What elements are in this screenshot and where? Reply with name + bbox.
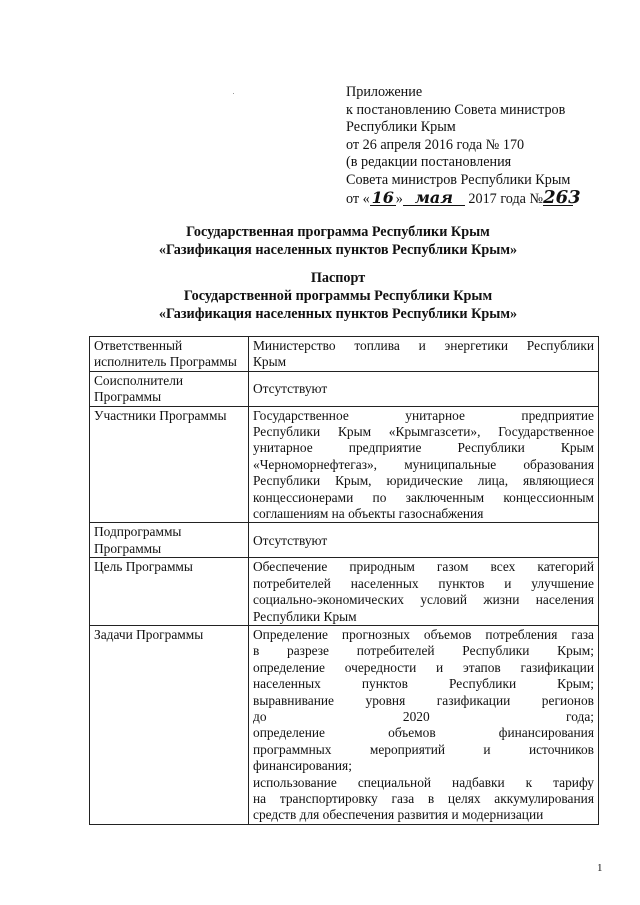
row-value <box>249 371 599 406</box>
page-number: 1 <box>597 862 603 874</box>
value-line: Отсутствуют <box>253 381 328 397</box>
row-value <box>249 406 599 523</box>
appendix-line: Приложение <box>346 84 423 100</box>
value-line: Республики Крым «Крымгазсети», Государственное <box>253 424 594 440</box>
appendix-line: (в редакции постановления <box>346 154 512 171</box>
value-line: населенных пунктов Республики Крым; <box>253 676 594 692</box>
value-line: Обеспечение природным газом всех категорий <box>253 559 594 575</box>
appendix-line: Совета министров Республики Крым <box>346 171 571 188</box>
value-line: использование специальной надбавки к тарифу <box>253 774 594 790</box>
value-line: унитарное предприятие Республики Крым <box>253 440 594 456</box>
value-line: определение очередности и этапов газификации <box>253 659 594 675</box>
value-line: в разрезе потребителей Республики Крым; <box>253 643 594 659</box>
row-label: Соисполнители Программы <box>90 371 249 406</box>
value-line: концессионерами по заключенным концессионным <box>253 489 594 505</box>
appendix-line: к постановлению Совета министров <box>346 101 566 118</box>
value-line: программных мероприятий и источников <box>253 741 594 757</box>
value-line: Отсутствуют <box>253 532 328 548</box>
program-title <box>0 224 640 260</box>
row-value <box>249 625 599 824</box>
table-row <box>90 523 599 558</box>
passport-title <box>0 270 640 323</box>
passport-title-line: Государственной программы Республики Крым <box>183 287 493 304</box>
scan-speck <box>233 93 234 94</box>
passport-title-line: Паспорт <box>310 270 366 286</box>
value-line: Государственное унитарное предприятие <box>253 407 594 423</box>
row-label: Задачи Программы <box>90 625 249 824</box>
value-line: выравнивание уровня газификации регионов <box>253 692 594 708</box>
row-label: Ответственный исполнитель Программы <box>90 337 249 372</box>
date-close-quote: » <box>395 190 403 207</box>
value-line: на транспортировку газа в целях аккумулирования <box>253 790 594 806</box>
appendix-line: от 26 апреля 2016 года № 170 <box>346 136 525 153</box>
table-row <box>90 337 599 372</box>
appendix-line: Республики Крым <box>346 119 456 136</box>
value-line: до 2020 года; <box>253 708 594 724</box>
value-line: финансирования; <box>253 758 352 774</box>
amendment-date-line <box>346 186 636 209</box>
row-label: Участники Программы <box>90 406 249 523</box>
passport-table <box>89 336 599 825</box>
table-row <box>90 625 599 824</box>
passport-table-body <box>90 337 599 825</box>
value-line: средств для обеспечения развития и модернизации <box>253 807 544 823</box>
table-row <box>90 406 599 523</box>
row-value <box>249 558 599 626</box>
value-line: соглашениям на объекты газоснабжения <box>253 506 484 522</box>
value-line: Министерство топлива и энергетики Республики <box>253 338 594 353</box>
program-title-line: «Газификация населенных пунктов Республики Крым» <box>158 241 518 258</box>
table-row <box>90 558 599 626</box>
value-line: «Черноморнефтегаз», муниципальные образования <box>253 456 594 472</box>
program-title-line: Государственная программа Республики Крым <box>186 224 490 240</box>
handwritten-month: мая <box>403 190 465 206</box>
value-line: определение объемов финансирования <box>253 725 594 741</box>
appendix-block <box>346 84 636 208</box>
value-line: Определение прогнозных объемов потребления газа <box>253 626 594 642</box>
row-label: Цель Программы <box>90 558 249 626</box>
row-value <box>249 523 599 558</box>
date-year: 2017 года № <box>464 190 544 207</box>
value-line: Крым <box>253 354 287 370</box>
value-line: Республики Крым <box>253 608 357 624</box>
table-row <box>90 371 599 406</box>
passport-title-line: «Газификация населенных пунктов Республики Крым» <box>158 305 518 322</box>
handwritten-day: 16 <box>371 187 394 207</box>
row-label: Подпрограммы Программы <box>90 523 249 558</box>
date-prefix: от « <box>346 190 370 207</box>
value-line: потребителей населенных пунктов и улучшение <box>253 575 594 591</box>
handwritten-number: 263 <box>543 186 581 208</box>
value-line: социально-экономических условий жизни населения <box>253 592 594 608</box>
row-value <box>249 337 599 372</box>
value-line: Республики Крым, юридические лица, являющиеся <box>253 473 594 489</box>
